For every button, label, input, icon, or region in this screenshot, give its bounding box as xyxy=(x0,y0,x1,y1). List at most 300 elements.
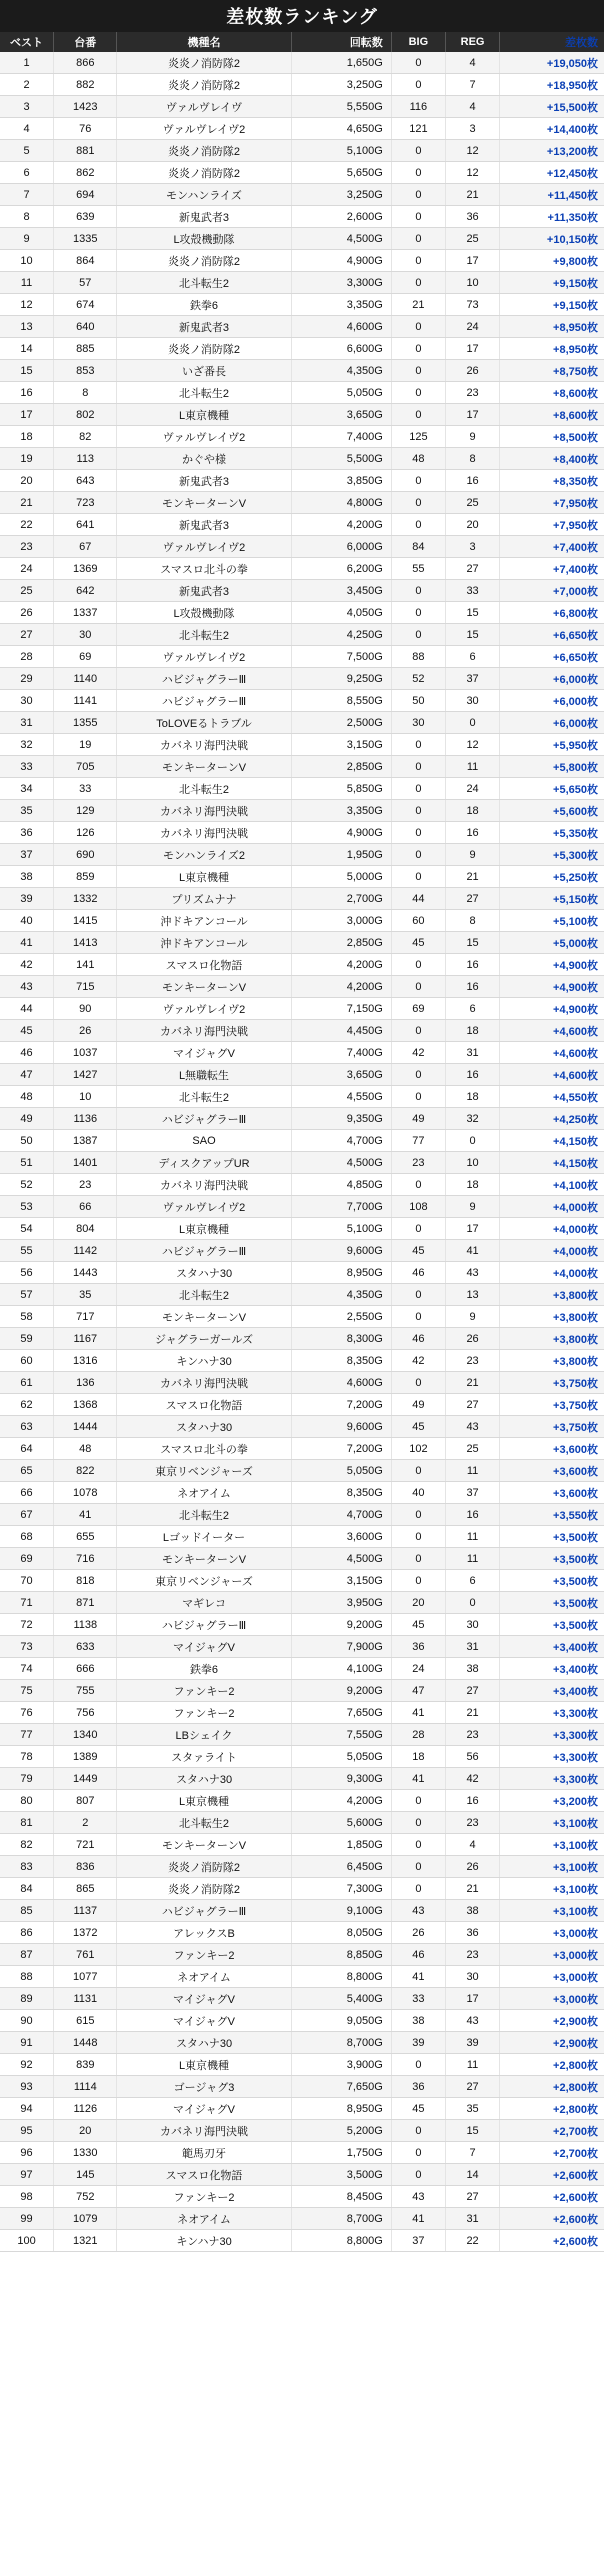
table-row[interactable] xyxy=(0,1812,604,1834)
cell-big: 102 xyxy=(391,1438,445,1460)
cell-machine-number: 871 xyxy=(54,1592,117,1614)
cell-spins: 5,050G xyxy=(291,1460,391,1482)
cell-difference: +3,500枚 xyxy=(500,1548,604,1570)
cell-reg: 16 xyxy=(445,1064,499,1086)
table-row[interactable] xyxy=(0,1570,604,1592)
cell-rank: 16 xyxy=(0,382,54,404)
table-row[interactable] xyxy=(0,1240,604,1262)
table-row[interactable] xyxy=(0,1306,604,1328)
table-row[interactable] xyxy=(0,1614,604,1636)
cell-machine-number: 818 xyxy=(54,1570,117,1592)
cell-rank: 51 xyxy=(0,1152,54,1174)
cell-reg: 16 xyxy=(445,1790,499,1812)
cell-machine-name: L東京機種 xyxy=(117,1218,291,1240)
cell-difference: +7,000枚 xyxy=(500,580,604,602)
cell-big: 60 xyxy=(391,910,445,932)
cell-machine-name: ネオアイム xyxy=(117,1966,291,1988)
cell-machine-name: 新鬼武者3 xyxy=(117,206,291,228)
cell-machine-number: 67 xyxy=(54,536,117,558)
cell-rank: 19 xyxy=(0,448,54,470)
table-row[interactable] xyxy=(0,492,604,514)
cell-reg: 8 xyxy=(445,448,499,470)
table-row[interactable] xyxy=(0,206,604,228)
cell-machine-name: 沖ドキアンコール xyxy=(117,932,291,954)
cell-rank: 99 xyxy=(0,2208,54,2230)
cell-reg: 3 xyxy=(445,118,499,140)
cell-difference: +3,800枚 xyxy=(500,1306,604,1328)
table-row[interactable] xyxy=(0,580,604,602)
table-row[interactable] xyxy=(0,140,604,162)
cell-spins: 4,200G xyxy=(291,1790,391,1812)
cell-difference: +3,500枚 xyxy=(500,1614,604,1636)
table-row[interactable] xyxy=(0,1702,604,1724)
cell-big: 0 xyxy=(391,206,445,228)
cell-rank: 93 xyxy=(0,2076,54,2098)
table-row[interactable] xyxy=(0,2054,604,2076)
table-row[interactable] xyxy=(0,1922,604,1944)
table-row[interactable] xyxy=(0,228,604,250)
cell-reg: 38 xyxy=(445,1658,499,1680)
cell-rank: 64 xyxy=(0,1438,54,1460)
cell-reg: 16 xyxy=(445,976,499,998)
cell-machine-number: 756 xyxy=(54,1702,117,1724)
table-row[interactable] xyxy=(0,272,604,294)
cell-machine-number: 641 xyxy=(54,514,117,536)
table-row[interactable] xyxy=(0,1394,604,1416)
cell-big: 0 xyxy=(391,316,445,338)
table-row[interactable] xyxy=(0,1944,604,1966)
cell-spins: 2,700G xyxy=(291,888,391,910)
table-row[interactable] xyxy=(0,668,604,690)
table-row[interactable] xyxy=(0,2032,604,2054)
cell-difference: +5,000枚 xyxy=(500,932,604,954)
table-row[interactable] xyxy=(0,690,604,712)
table-row[interactable] xyxy=(0,52,604,74)
table-row[interactable] xyxy=(0,646,604,668)
table-row[interactable] xyxy=(0,1592,604,1614)
cell-reg: 27 xyxy=(445,2076,499,2098)
cell-reg: 30 xyxy=(445,1614,499,1636)
cell-rank: 74 xyxy=(0,1658,54,1680)
cell-reg: 17 xyxy=(445,1988,499,2010)
cell-spins: 5,400G xyxy=(291,1988,391,2010)
table-row[interactable] xyxy=(0,1878,604,1900)
table-body xyxy=(0,52,604,2252)
cell-difference: +3,600枚 xyxy=(500,1482,604,1504)
cell-big: 0 xyxy=(391,404,445,426)
table-row[interactable] xyxy=(0,1416,604,1438)
cell-reg: 0 xyxy=(445,712,499,734)
table-row[interactable] xyxy=(0,1020,604,1042)
cell-spins: 7,150G xyxy=(291,998,391,1020)
cell-difference: +5,950枚 xyxy=(500,734,604,756)
cell-reg: 24 xyxy=(445,316,499,338)
table-row[interactable] xyxy=(0,294,604,316)
cell-spins: 4,700G xyxy=(291,1130,391,1152)
cell-machine-number: 723 xyxy=(54,492,117,514)
cell-big: 0 xyxy=(391,140,445,162)
table-row[interactable] xyxy=(0,1372,604,1394)
table-row[interactable] xyxy=(0,426,604,448)
cell-difference: +7,950枚 xyxy=(500,514,604,536)
table-row[interactable] xyxy=(0,558,604,580)
table-row[interactable] xyxy=(0,1196,604,1218)
cell-spins: 2,550G xyxy=(291,1306,391,1328)
cell-big: 44 xyxy=(391,888,445,910)
cell-machine-number: 643 xyxy=(54,470,117,492)
table-row[interactable] xyxy=(0,954,604,976)
table-row[interactable] xyxy=(0,1152,604,1174)
cell-difference: +5,800枚 xyxy=(500,756,604,778)
cell-difference: +3,750枚 xyxy=(500,1394,604,1416)
cell-machine-number: 1413 xyxy=(54,932,117,954)
table-row[interactable] xyxy=(0,360,604,382)
table-row[interactable] xyxy=(0,1900,604,1922)
table-row[interactable] xyxy=(0,844,604,866)
cell-spins: 4,650G xyxy=(291,118,391,140)
cell-rank: 37 xyxy=(0,844,54,866)
table-row[interactable] xyxy=(0,1768,604,1790)
cell-reg: 21 xyxy=(445,184,499,206)
table-row[interactable] xyxy=(0,1086,604,1108)
cell-spins: 3,950G xyxy=(291,1592,391,1614)
cell-machine-name: スマスロ化物語 xyxy=(117,1394,291,1416)
cell-machine-name: 炎炎ノ消防隊2 xyxy=(117,250,291,272)
table-row[interactable] xyxy=(0,1460,604,1482)
cell-machine-name: ヴァルヴレイヴ2 xyxy=(117,118,291,140)
cell-reg: 9 xyxy=(445,1306,499,1328)
cell-machine-number: 1077 xyxy=(54,1966,117,1988)
cell-machine-number: 1368 xyxy=(54,1394,117,1416)
cell-big: 41 xyxy=(391,1768,445,1790)
cell-difference: +3,800枚 xyxy=(500,1328,604,1350)
cell-rank: 77 xyxy=(0,1724,54,1746)
cell-reg: 30 xyxy=(445,690,499,712)
table-row[interactable] xyxy=(0,602,604,624)
table-row[interactable] xyxy=(0,1636,604,1658)
table-row[interactable] xyxy=(0,1658,604,1680)
cell-big: 125 xyxy=(391,426,445,448)
cell-machine-name: ハビジャグラーⅢ xyxy=(117,1614,291,1636)
cell-machine-number: 1037 xyxy=(54,1042,117,1064)
cell-rank: 36 xyxy=(0,822,54,844)
cell-machine-name: カバネリ海門決戦 xyxy=(117,1372,291,1394)
cell-machine-name: Lゴッドイーター xyxy=(117,1526,291,1548)
cell-big: 0 xyxy=(391,756,445,778)
cell-machine-name: L東京機種 xyxy=(117,2054,291,2076)
cell-reg: 17 xyxy=(445,338,499,360)
table-row[interactable] xyxy=(0,2076,604,2098)
cell-big: 0 xyxy=(391,976,445,998)
table-row[interactable] xyxy=(0,382,604,404)
cell-big: 0 xyxy=(391,1460,445,1482)
cell-machine-number: 717 xyxy=(54,1306,117,1328)
cell-rank: 61 xyxy=(0,1372,54,1394)
cell-difference: +4,000枚 xyxy=(500,1196,604,1218)
cell-spins: 9,350G xyxy=(291,1108,391,1130)
cell-rank: 69 xyxy=(0,1548,54,1570)
cell-rank: 27 xyxy=(0,624,54,646)
cell-difference: +8,400枚 xyxy=(500,448,604,470)
cell-reg: 37 xyxy=(445,1482,499,1504)
table-row[interactable] xyxy=(0,910,604,932)
cell-big: 30 xyxy=(391,712,445,734)
cell-difference: +7,400枚 xyxy=(500,558,604,580)
cell-difference: +4,250枚 xyxy=(500,1108,604,1130)
table-row[interactable] xyxy=(0,1834,604,1856)
cell-machine-number: 1078 xyxy=(54,1482,117,1504)
cell-big: 48 xyxy=(391,448,445,470)
cell-rank: 22 xyxy=(0,514,54,536)
table-row[interactable] xyxy=(0,976,604,998)
table-row[interactable] xyxy=(0,74,604,96)
cell-big: 0 xyxy=(391,1834,445,1856)
cell-rank: 50 xyxy=(0,1130,54,1152)
table-row[interactable] xyxy=(0,404,604,426)
table-row[interactable] xyxy=(0,1966,604,1988)
cell-reg: 17 xyxy=(445,250,499,272)
table-row[interactable] xyxy=(0,1284,604,1306)
cell-rank: 85 xyxy=(0,1900,54,1922)
cell-reg: 43 xyxy=(445,1262,499,1284)
table-row[interactable] xyxy=(0,1548,604,1570)
cell-big: 0 xyxy=(391,272,445,294)
cell-machine-number: 1443 xyxy=(54,1262,117,1284)
cell-spins: 5,200G xyxy=(291,2120,391,2142)
cell-machine-name: モンキーターンV xyxy=(117,492,291,514)
cell-difference: +5,350枚 xyxy=(500,822,604,844)
cell-reg: 26 xyxy=(445,1856,499,1878)
table-row[interactable] xyxy=(0,866,604,888)
table-row[interactable] xyxy=(0,2142,604,2164)
cell-difference: +8,350枚 xyxy=(500,470,604,492)
cell-machine-number: 615 xyxy=(54,2010,117,2032)
table-row[interactable] xyxy=(0,1438,604,1460)
cell-difference: +3,750枚 xyxy=(500,1416,604,1438)
cell-reg: 6 xyxy=(445,646,499,668)
cell-machine-name: 炎炎ノ消防隊2 xyxy=(117,1878,291,1900)
cell-big: 0 xyxy=(391,1812,445,1834)
cell-machine-number: 1427 xyxy=(54,1064,117,1086)
cell-machine-name: ファンキー2 xyxy=(117,1944,291,1966)
cell-machine-number: 1167 xyxy=(54,1328,117,1350)
table-row[interactable] xyxy=(0,1218,604,1240)
table-row[interactable] xyxy=(0,998,604,1020)
table-row[interactable] xyxy=(0,1064,604,1086)
table-row[interactable] xyxy=(0,1746,604,1768)
table-row[interactable] xyxy=(0,250,604,272)
cell-machine-name: 沖ドキアンコール xyxy=(117,910,291,932)
cell-spins: 8,350G xyxy=(291,1482,391,1504)
cell-big: 0 xyxy=(391,580,445,602)
cell-machine-name: ハビジャグラーⅢ xyxy=(117,690,291,712)
table-row[interactable] xyxy=(0,734,604,756)
cell-machine-name: ヴァルヴレイヴ2 xyxy=(117,1196,291,1218)
cell-machine-number: 1335 xyxy=(54,228,117,250)
cell-machine-name: ネオアイム xyxy=(117,2208,291,2230)
table-row[interactable] xyxy=(0,448,604,470)
table-row[interactable] xyxy=(0,888,604,910)
cell-big: 0 xyxy=(391,844,445,866)
cell-spins: 2,850G xyxy=(291,756,391,778)
cell-rank: 7 xyxy=(0,184,54,206)
cell-machine-name: L無職転生 xyxy=(117,1064,291,1086)
table-row[interactable] xyxy=(0,1108,604,1130)
cell-big: 41 xyxy=(391,1702,445,1724)
cell-big: 43 xyxy=(391,1900,445,1922)
cell-big: 36 xyxy=(391,2076,445,2098)
table-row[interactable] xyxy=(0,1262,604,1284)
cell-rank: 21 xyxy=(0,492,54,514)
cell-machine-name: ファンキー2 xyxy=(117,2186,291,2208)
table-row[interactable] xyxy=(0,822,604,844)
cell-machine-name: マイジャグV xyxy=(117,1636,291,1658)
cell-big: 45 xyxy=(391,1240,445,1262)
cell-difference: +3,500枚 xyxy=(500,1592,604,1614)
table-row[interactable] xyxy=(0,1482,604,1504)
cell-big: 0 xyxy=(391,1526,445,1548)
table-row[interactable] xyxy=(0,712,604,734)
cell-machine-name: スタハナ30 xyxy=(117,1416,291,1438)
cell-machine-number: 881 xyxy=(54,140,117,162)
table-row[interactable] xyxy=(0,932,604,954)
cell-rank: 42 xyxy=(0,954,54,976)
table-row[interactable] xyxy=(0,184,604,206)
cell-big: 20 xyxy=(391,1592,445,1614)
cell-rank: 14 xyxy=(0,338,54,360)
cell-reg: 4 xyxy=(445,96,499,118)
table-row[interactable] xyxy=(0,1988,604,2010)
table-row[interactable] xyxy=(0,2120,604,2142)
cell-rank: 54 xyxy=(0,1218,54,1240)
cell-rank: 90 xyxy=(0,2010,54,2032)
cell-spins: 3,650G xyxy=(291,1064,391,1086)
cell-spins: 6,000G xyxy=(291,536,391,558)
cell-machine-name: 炎炎ノ消防隊2 xyxy=(117,140,291,162)
table-row[interactable] xyxy=(0,1350,604,1372)
cell-reg: 32 xyxy=(445,1108,499,1130)
cell-big: 0 xyxy=(391,2164,445,2186)
table-row[interactable] xyxy=(0,2186,604,2208)
cell-difference: +2,700枚 xyxy=(500,2142,604,2164)
table-row[interactable] xyxy=(0,778,604,800)
table-row[interactable] xyxy=(0,96,604,118)
cell-difference: +3,800枚 xyxy=(500,1350,604,1372)
cell-big: 37 xyxy=(391,2230,445,2252)
cell-difference: +5,150枚 xyxy=(500,888,604,910)
cell-reg: 11 xyxy=(445,2054,499,2076)
cell-big: 49 xyxy=(391,1108,445,1130)
cell-machine-number: 1423 xyxy=(54,96,117,118)
cell-big: 41 xyxy=(391,1966,445,1988)
cell-big: 49 xyxy=(391,1394,445,1416)
cell-difference: +9,150枚 xyxy=(500,272,604,294)
table-row[interactable] xyxy=(0,470,604,492)
cell-reg: 27 xyxy=(445,1394,499,1416)
table-row[interactable] xyxy=(0,118,604,140)
cell-machine-number: 1079 xyxy=(54,2208,117,2230)
cell-reg: 73 xyxy=(445,294,499,316)
cell-rank: 23 xyxy=(0,536,54,558)
table-row[interactable] xyxy=(0,2010,604,2032)
table-row[interactable] xyxy=(0,624,604,646)
table-row[interactable] xyxy=(0,1856,604,1878)
table-row[interactable] xyxy=(0,338,604,360)
cell-difference: +8,750枚 xyxy=(500,360,604,382)
table-row[interactable] xyxy=(0,1042,604,1064)
cell-difference: +2,600枚 xyxy=(500,2230,604,2252)
table-row[interactable] xyxy=(0,1504,604,1526)
cell-reg: 23 xyxy=(445,1724,499,1746)
cell-rank: 95 xyxy=(0,2120,54,2142)
cell-machine-number: 20 xyxy=(54,2120,117,2142)
table-row[interactable] xyxy=(0,2230,604,2252)
cell-reg: 27 xyxy=(445,888,499,910)
table-row[interactable] xyxy=(0,514,604,536)
cell-machine-name: ネオアイム xyxy=(117,1482,291,1504)
table-row[interactable] xyxy=(0,162,604,184)
table-row[interactable] xyxy=(0,2208,604,2230)
table-row[interactable] xyxy=(0,1680,604,1702)
cell-reg: 12 xyxy=(445,734,499,756)
cell-reg: 21 xyxy=(445,1878,499,1900)
table-row[interactable] xyxy=(0,316,604,338)
cell-machine-name: ヴァルヴレイヴ xyxy=(117,96,291,118)
table-row[interactable] xyxy=(0,1790,604,1812)
cell-machine-number: 82 xyxy=(54,426,117,448)
table-row[interactable] xyxy=(0,1130,604,1152)
cell-machine-name: ハビジャグラーⅢ xyxy=(117,1240,291,1262)
table-row[interactable] xyxy=(0,800,604,822)
table-row[interactable] xyxy=(0,2098,604,2120)
cell-difference: +5,300枚 xyxy=(500,844,604,866)
cell-machine-number: 761 xyxy=(54,1944,117,1966)
cell-reg: 15 xyxy=(445,624,499,646)
column-header-rank: ベスト xyxy=(0,32,54,52)
table-row[interactable] xyxy=(0,756,604,778)
cell-difference: +14,400枚 xyxy=(500,118,604,140)
table-row[interactable] xyxy=(0,1526,604,1548)
table-row[interactable] xyxy=(0,1328,604,1350)
cell-reg: 11 xyxy=(445,1548,499,1570)
cell-reg: 26 xyxy=(445,1328,499,1350)
cell-spins: 8,950G xyxy=(291,1262,391,1284)
cell-spins: 3,150G xyxy=(291,1570,391,1592)
cell-spins: 4,600G xyxy=(291,1372,391,1394)
cell-rank: 9 xyxy=(0,228,54,250)
cell-big: 45 xyxy=(391,932,445,954)
cell-spins: 9,200G xyxy=(291,1680,391,1702)
cell-reg: 20 xyxy=(445,514,499,536)
table-row[interactable] xyxy=(0,2164,604,2186)
cell-machine-name: 新鬼武者3 xyxy=(117,580,291,602)
cell-reg: 9 xyxy=(445,1196,499,1218)
cell-big: 55 xyxy=(391,558,445,580)
cell-big: 69 xyxy=(391,998,445,1020)
cell-difference: +3,300枚 xyxy=(500,1746,604,1768)
cell-difference: +10,150枚 xyxy=(500,228,604,250)
cell-reg: 16 xyxy=(445,470,499,492)
cell-reg: 43 xyxy=(445,2010,499,2032)
cell-spins: 3,150G xyxy=(291,734,391,756)
cell-spins: 4,500G xyxy=(291,1152,391,1174)
table-row[interactable] xyxy=(0,1174,604,1196)
cell-machine-number: 19 xyxy=(54,734,117,756)
cell-machine-number: 136 xyxy=(54,1372,117,1394)
table-row[interactable] xyxy=(0,536,604,558)
cell-rank: 83 xyxy=(0,1856,54,1878)
table-row[interactable] xyxy=(0,1724,604,1746)
